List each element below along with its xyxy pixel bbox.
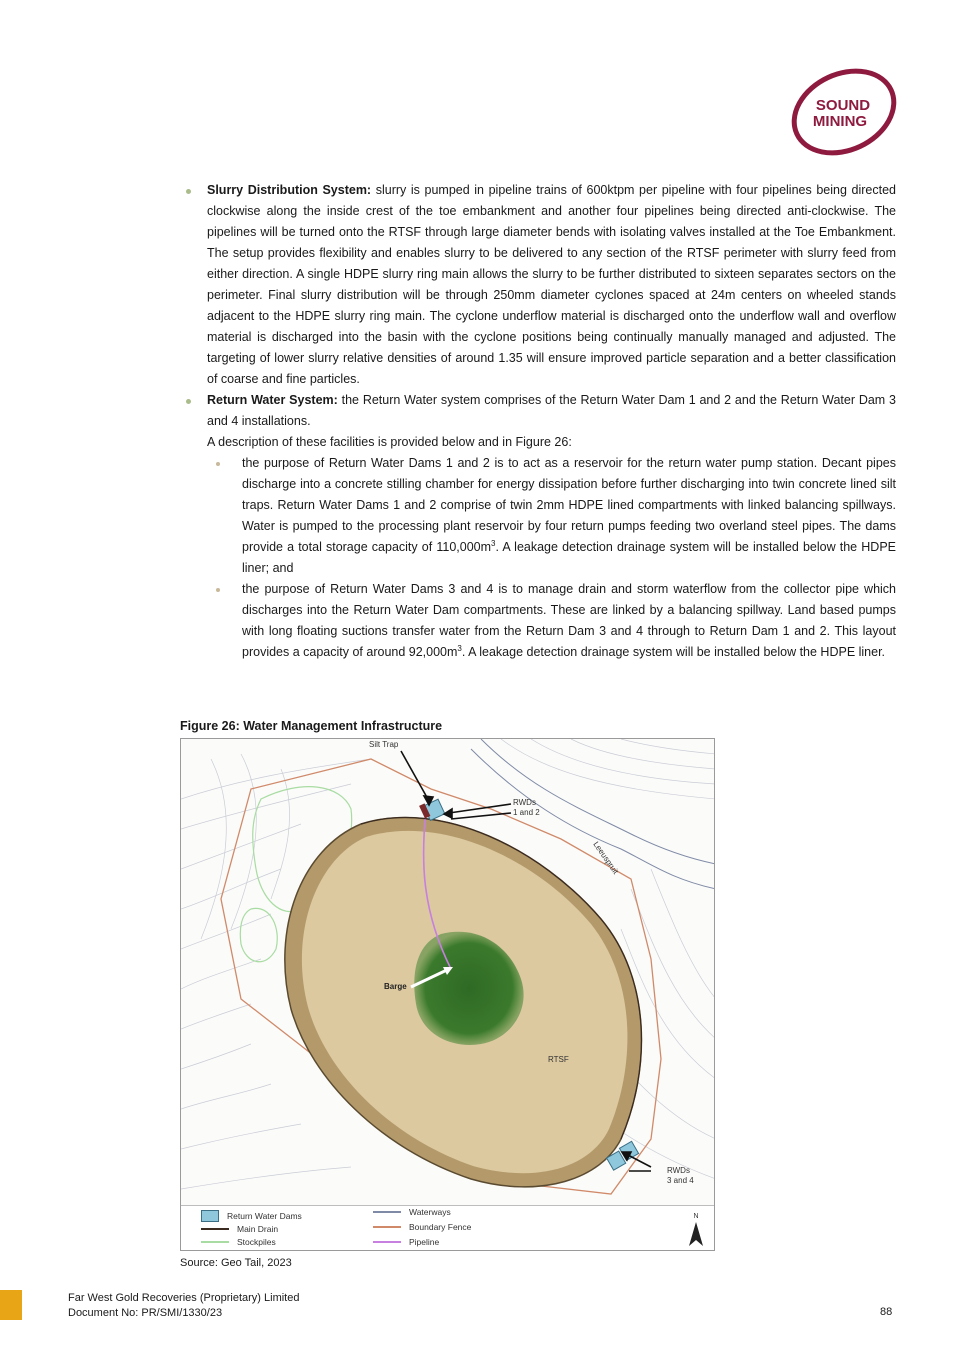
footer	[68, 1291, 299, 1321]
label-silt-trap: Silt Trap	[369, 740, 399, 749]
figure-source: Source: Geo Tail, 2023	[180, 1257, 292, 1269]
description-line: A description of these facilities is provided below and in Figure 26:	[207, 435, 572, 449]
bullet-title: Return Water System:	[207, 393, 338, 407]
bullet-text: the Return Water system comprises of the Return Water Dam 1 and 2 and the Return Water Dam 3 and 4 installations.	[207, 393, 896, 428]
legend-swatch	[201, 1228, 229, 1230]
superscript: 3	[457, 643, 462, 653]
legend-boundary-fence	[373, 1222, 471, 1232]
bullet-dot	[186, 399, 191, 404]
logo-line-1: SOUND	[815, 97, 871, 114]
legend-label: Return Water Dams	[227, 1211, 302, 1221]
sub-bullet-text-end: . A leakage detection drainage system will be installed below the HDPE liner.	[461, 645, 886, 659]
north-label: N	[693, 1213, 699, 1220]
label-rwd-3-4-line2: 3 and 4	[667, 1176, 694, 1185]
bullet-text: slurry is pumped in pipeline trains of 600ktpm per pipeline with four pipelines being directed clockwise along the inside crest of the toe embankment and another four pipelines being directed anti-clockwise. The pipelines will be turned onto the RTSF through large diameter bends with isolating valves installed at the Toe Embankment. The setup provides flexibility and enables slurry to be delivered to any section of the RTSF perimeter with slurry feed from either direction. A single HDPE slurry ring main allows the slurry to be further distributed to sixteen separates sectors on the perimeter. Final slurry distribution will be through 250mm diameter cyclones spaced at 24m centers on wheeled stands adjacent to the HDPE slurry ring main. The cyclone underflow material is discharged onto the underflow wall and overflow material is discharged into the basin with the cyclone positions being continually manually managed and adjusted. The targeting of lower slurry relative densities of around 1.35 will ensure improved particle separation and a better classification of coarse and fine particles.	[207, 183, 896, 386]
logo-line-2: MINING	[812, 113, 868, 130]
legend-label: Main Drain	[237, 1224, 279, 1234]
legend-label: Waterways	[409, 1207, 451, 1217]
sound-mining-logo	[784, 66, 902, 158]
legend-label: Stockpiles	[237, 1237, 276, 1247]
footer-document-number: Document No: PR/SMI/1330/23	[68, 1307, 223, 1319]
label-rtsf: RTSF	[548, 1055, 569, 1064]
legend-pipeline	[373, 1237, 439, 1247]
label-rwd-1-2-line1: RWDs	[513, 798, 536, 807]
legend-waterways	[373, 1207, 451, 1217]
north-arrow-icon	[686, 1210, 706, 1250]
sub-bullet-rwd-3-4	[180, 579, 896, 663]
legend-swatch	[373, 1211, 401, 1213]
footer-company: Far West Gold Recoveries (Proprietary) Limited	[68, 1292, 300, 1304]
figure-caption: Figure 26: Water Management Infrastructure	[180, 719, 443, 733]
bullet-title: Slurry Distribution System:	[207, 183, 372, 197]
sub-bullet-text-end: . A leakage detection drainage system will be installed below the HDPE liner; and	[242, 540, 896, 575]
label-leeuspruit: Leeuspruit	[591, 839, 621, 876]
bullet-slurry-distribution	[180, 180, 896, 390]
label-rwd-1-2-line2: 1 and 2	[513, 808, 540, 817]
legend-swatch	[373, 1241, 401, 1243]
footer-accent-bar	[0, 1290, 22, 1320]
bullet-return-water	[180, 390, 896, 432]
superscript: 3	[491, 538, 496, 548]
legend-swatch	[201, 1241, 229, 1243]
label-barge: Barge	[384, 982, 407, 991]
sub-bullet-dot	[216, 588, 220, 592]
sub-bullet-text: the purpose of Return Water Dams 1 and 2 is to act as a reservoir for the return water pump station. Decant pipes discharge into a concrete stilling chamber for energy dissipation before further discharging into twin concrete lined silt traps. Return Water Dams 1 and 2 comprise of twin 2mm HDPE lined compartments with linked balancing spillways. Water is pumped to the processing plant reservoir by four return pumps feeding two overland steel pipes. The dams provide a total storage capacity of 110,000m	[242, 456, 896, 554]
sub-bullet-rwd-1-2	[180, 453, 896, 579]
map-legend	[181, 1205, 715, 1251]
label-rwd-3-4-line1: RWDs	[667, 1166, 690, 1175]
legend-stockpiles	[201, 1237, 276, 1247]
sub-bullet-dot	[216, 462, 220, 466]
sub-bullet-text: the purpose of Return Water Dams 3 and 4 is to manage drain and storm waterflow from the collector pipe which discharges into the Return Water Dam compartments. These are linked by a balancing spillway. Land based pumps with long floating suctions transfer water from the Return Dam 3 and 4 through to Return Dam 1 and 2. This layout provides a capacity of around 92,000m	[242, 582, 896, 659]
body-text	[180, 180, 896, 663]
bullet-dot	[186, 189, 191, 194]
map-drawing	[181, 739, 715, 1205]
legend-label: Pipeline	[409, 1237, 440, 1247]
legend-return-water-dams	[201, 1210, 302, 1222]
legend-swatch	[373, 1226, 401, 1228]
water-management-map	[180, 738, 715, 1251]
legend-dam-swatch	[201, 1210, 219, 1222]
legend-label: Boundary Fence	[409, 1222, 472, 1232]
page-number: 88	[880, 1306, 893, 1318]
legend-main-drain	[201, 1224, 278, 1234]
